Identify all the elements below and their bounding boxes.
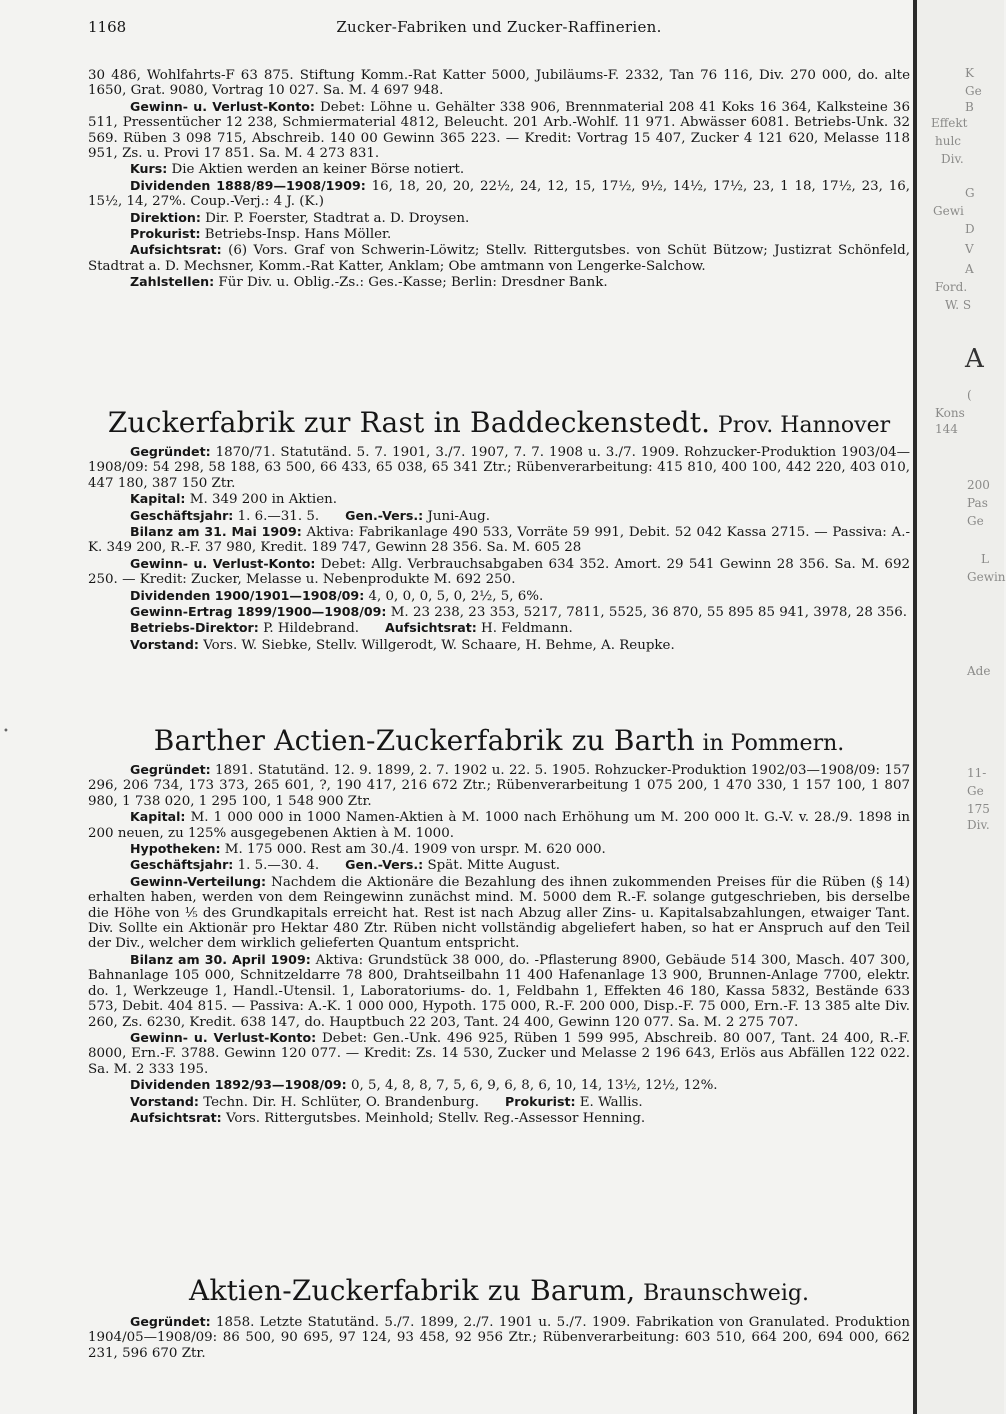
field-text: 4, 0, 0, 0, 5, 0, 2½, 5, 6%.	[368, 588, 544, 604]
entry-paragraph	[88, 178, 910, 210]
field-label: Prokurist:	[130, 226, 201, 242]
field-text: 1858. Letzte Statutänd. 5./7. 1899, 2./7. 1901 u. 5./7. 1909. Fabrikation von Granulated. Produktion 1904/05—1908/09: 86 500, 90 695, 97 124, 93 458, 92 956 Ztr.; Rübenverarbeitung: 603 510, 664 200, 694 000, 662 231, 596 670 Ztr.	[88, 1315, 910, 1361]
entry-paragraph	[88, 857, 910, 873]
field-text: M. 349 200 in Aktien.	[189, 492, 338, 508]
field-text: Dir. P. Foerster, Stadtrat a. D. Droysen.	[205, 210, 470, 226]
entry-paragraph	[88, 588, 910, 604]
entry-paragraph	[88, 444, 910, 491]
field-label: Aufsichtsrat:	[130, 242, 222, 258]
adjacent-page-fragment: W. S	[945, 298, 972, 312]
field-label: Gewinn- u. Verlust-Konto:	[130, 555, 316, 571]
adjacent-page-fragment: hulc	[935, 134, 962, 148]
field-label: Gewinn- u. Verlust-Konto:	[130, 98, 315, 114]
field-text: M. 1 000 000 in 1000 Namen-Aktien à M. 1000 nach Erhöhung um M. 200 000 lt. G.-V. v. 28./9. 1898 in 200 neuen, zu 125% ausgegebenen Aktien à M. 1000.	[88, 810, 910, 841]
field-label: Gen.-Vers.:	[345, 507, 424, 523]
field-label: Aufsichtsrat:	[385, 620, 477, 636]
field-label: Gegründet:	[130, 444, 211, 459]
field-label: Gegründet:	[130, 762, 211, 777]
adjacent-page-fragment: A	[965, 262, 974, 276]
adjacent-page-fragment: K	[965, 66, 974, 80]
field-text: E. Wallis.	[579, 1094, 643, 1110]
field-label: Geschäftsjahr:	[130, 857, 234, 873]
field-text: Debet: Löhne u. Gehälter 338 906, Brennmaterial 208 41 Koks 16 364, Kalksteine 36 511, Pressentücher 12 238, Schmiermaterial 4812, Beleucht. 201 Arb.-Wohlf. 11 971. Abwässer 6081. Betriebs-Unk. 32 569. Rüben 3 098 715, Abschreib. 140 00 Gewinn 365 223. — Kredit: Vortrag 15 407, Zucker 4 121 620, Melasse 118 951, Zs. u. Provi 17 851. Sa. M. 4 273 831.	[88, 99, 910, 162]
field-text: Die Aktien werden an keiner Börse notiert.	[171, 162, 465, 178]
field-label: Geschäftsjahr:	[130, 507, 234, 523]
company-entry	[88, 762, 910, 1126]
entry-paragraph	[88, 874, 910, 952]
adjacent-page-fragment: D	[965, 222, 975, 236]
field-label: Vorstand:	[130, 1093, 199, 1109]
margin-mark: •	[3, 726, 9, 737]
company-location: in Pommern.	[702, 731, 845, 756]
paragraph-text: 30 486, Wohlfahrts-F 63 875. Stiftung Komm.-Rat Katter 5000, Jubiläums-F. 2332, Tan 76 116, Div. 270 000, do. alte 1650, Grat. 9080, Vortrag 10 027. Sa. M. 4 697 948.	[88, 68, 910, 99]
adjacent-page-fragment: Ge	[965, 84, 982, 98]
adjacent-page-fragment: Ge	[967, 514, 984, 528]
adjacent-page-fragment: 200	[967, 478, 990, 492]
field-text: (6) Vors. Graf von Schwerin-Löwitz; Stellv. Rittergutsbes. von Schüt Bützow; Justizrat Schönfeld, Stadtrat a. D. Mechsner, Komm.-Rat Katter, Anklam; Obe amtmann von Lengerke-Salchow.	[88, 243, 910, 274]
field-label: Bilanz am 31. Mai 1909:	[130, 524, 302, 540]
adjacent-page-fragment: Pas	[967, 496, 988, 510]
field-text: H. Feldmann.	[481, 621, 573, 637]
adjacent-page-fragment: Kons	[935, 406, 965, 420]
main-column	[88, 18, 911, 1361]
entry-paragraph	[88, 161, 910, 177]
adjacent-page-fragment: 175	[967, 802, 990, 816]
field-text: Debet: Allg. Verbrauchsabgaben 634 352. Amort. 29 541 Gewinn 28 356. Sa. M. 692 250. — Kredit: Zucker, Melasse u. Nebenprodukte M. 692 250.	[88, 556, 910, 588]
field-label: Gewinn-Ertrag 1899/1900—1908/09:	[130, 604, 387, 620]
adjacent-page-fragment: Ford.	[935, 280, 968, 294]
entry-paragraph	[88, 556, 910, 588]
company-heading	[88, 724, 910, 757]
adjacent-page-fragment: (	[967, 388, 972, 402]
entry-paragraph	[88, 99, 910, 162]
entry-paragraph	[88, 637, 910, 653]
field-text: Debet: Gen.-Unk. 496 925, Rüben 1 599 995, Abschreib. 80 007, Tant. 24 400, R.-F. 8000, Ern.-F. 3788. Gewinn 120 077. — Kredit: Zs. 14 530, Zucker und Melasse 2 196 643, Erlös aus Abfällen 122 022. Sa. M. 2 333 195.	[88, 1030, 910, 1077]
field-label: Prokurist:	[505, 1093, 576, 1109]
field-text: Techn. Dir. H. Schlüter, O. Brandenburg.	[203, 1094, 479, 1110]
entry-paragraph	[88, 226, 910, 242]
field-label: Bilanz am 30. April 1909:	[130, 951, 311, 967]
adjacent-page-fragment: B	[965, 100, 974, 114]
field-label: Kurs:	[130, 161, 168, 177]
company-name: Aktien-Zuckerfabrik zu Barum,	[189, 1274, 636, 1307]
field-text: Vors. W. Siebke, Stellv. Willgerodt, W. Schaare, H. Behme, A. Reupke.	[203, 637, 675, 653]
field-label: Direktion:	[130, 209, 201, 225]
field-label: Kapital:	[130, 491, 186, 507]
field-label: Dividenden 1888/89—1908/1909:	[130, 177, 366, 193]
company-entry	[88, 444, 910, 653]
company-heading	[88, 1274, 910, 1307]
field-text: 1891. Statutänd. 12. 9. 1899, 2. 7. 1902 u. 22. 5. 1905. Rohzucker-Produktion 1902/03—1908/09: 157 296, 206 734, 173 373, 265 601, ?, 190 417, 216 672 Ztr.; Rübenverarbeitung 1 075 200, 1 470 330, 1 157 100, 1 807 980, 1 738 020, 1 295 100, 1 548 900 Ztr.	[88, 763, 910, 809]
entry-paragraph	[88, 68, 910, 99]
entry-paragraph	[88, 1077, 910, 1093]
adjacent-page-fragment: Div.	[967, 818, 990, 832]
field-label: Aufsichtsrat:	[130, 1109, 222, 1125]
field-text: Aktiva: Fabrikanlage 490 533, Vorräte 59 991, Debit. 52 042 Kassa 2715. — Passiva: A.-K. 349 200, R.-F. 37 980, Kredit. 189 747, Gewinn 28 356. Sa. M. 605 28	[88, 525, 910, 556]
field-text: Spät. Mitte August.	[427, 858, 561, 874]
entry-paragraph	[88, 1314, 910, 1361]
entry-paragraph	[88, 1110, 910, 1126]
adjacent-page-fragment: Ge	[967, 784, 984, 798]
field-label: Kapital:	[130, 809, 186, 825]
adjacent-page-fragment: V	[965, 242, 974, 256]
field-text: Nachdem die Aktionäre die Bezahlung des ihnen zukommenden Preises für die Rüben (§ 14) erhalten haben, werden von dem Reingewinn zunächst mind. M. 5000 dem R.-F. solange gutgeschrieben, bis derselbe die Höhe von ⅕ des Grundkapitals erreicht hat. Rest ist nach Abzug aller Zins- u. Kapitalsabzahlungen, etwaiger Tant. Div. Sollte ein Aktionär pro Hektar 480 Ztr. Rüben nicht vollständig abgeliefert haben, so hat er Anspruch auf den Teil der Div., welcher dem wirklich gelieferten Quantum entspricht.	[88, 874, 910, 952]
entry-paragraph	[88, 524, 910, 556]
entry-paragraph	[88, 1094, 910, 1110]
page-number: 1168	[88, 18, 127, 36]
field-text: Vors. Rittergutsbes. Meinhold; Stellv. Reg.-Assessor Henning.	[225, 1110, 646, 1126]
adjacent-page-fragment: L	[981, 552, 989, 566]
field-text: M. 175 000. Rest am 30./4. 1909 von urspr. M. 620 000.	[224, 842, 606, 858]
company-location: Braunschweig.	[643, 1281, 809, 1306]
section-continued-entry	[88, 68, 910, 291]
company-name: Barther Actien-Zuckerfabrik zu Barth	[153, 724, 695, 757]
entry-paragraph	[88, 604, 910, 620]
field-text: M. 23 238, 23 353, 5217, 7811, 5525, 36 870, 55 895 85 941, 3978, 28 356.	[390, 605, 907, 621]
running-title: Zucker-Fabriken und Zucker-Raffinerien.	[336, 18, 662, 36]
adjacent-page-fragment: 11-	[967, 766, 987, 780]
adjacent-page-fragment: Div.	[941, 152, 964, 166]
field-text: Für Div. u. Oblig.-Zs.: Ges.-Kasse; Berlin: Dresdner Bank.	[218, 275, 608, 291]
field-label: Gewinn-Verteilung:	[130, 873, 267, 889]
adjacent-page-fragment: Gewi	[933, 204, 964, 218]
field-text: Juni-Aug.	[427, 508, 491, 524]
adjacent-page-fragment: Effekt	[931, 116, 968, 130]
entry-paragraph	[88, 952, 910, 1030]
field-label: Gen.-Vers.:	[345, 857, 424, 873]
entry-paragraph	[88, 242, 910, 274]
entry-paragraph	[88, 1030, 910, 1077]
field-label: Gewinn- u. Verlust-Konto:	[130, 1029, 317, 1045]
field-text: 1. 6.—31. 5.	[237, 508, 320, 524]
entry-paragraph	[88, 620, 910, 636]
company-entry	[88, 1314, 910, 1361]
entry-paragraph	[88, 762, 910, 809]
field-label: Hypotheken:	[130, 841, 221, 857]
field-text: 1870/71. Statutänd. 5. 7. 1901, 3./7. 1907, 7. 7. 1908 u. 3./7. 1909. Rohzucker-Produktion 1903/04—1908/09: 54 298, 58 188, 63 500, 66 433, 65 038, 65 341 Ztr.; Rübenverarbeitung: 415 810, 400 100, 442 220, 403 010, 447 180, 387 150 Ztr.	[88, 445, 911, 491]
adjacent-page-fragment: Ade	[967, 664, 991, 678]
field-label: Vorstand:	[130, 636, 199, 652]
adjacent-page-fragment: A	[965, 344, 984, 374]
adjacent-page-fragment: Gewin	[967, 570, 1006, 584]
entry-paragraph	[88, 210, 910, 226]
adjacent-page-fragment: G	[965, 186, 975, 200]
adjacent-page-fragment: 144	[935, 422, 958, 436]
field-text: Betriebs-Insp. Hans Möller.	[204, 227, 392, 243]
company-location: Prov. Hannover	[717, 413, 891, 438]
entry-paragraph	[88, 841, 910, 857]
field-text: Aktiva: Grundstück 38 000, do. -Pflasterung 8900, Gebäude 514 300, Masch. 407 300, Bahnanlage 105 000, Schnitzeldarre 78 800, Drahtseilbahn 11 400 Hafenanlage 13 900, Brunnen-Anlage 7700, elektr. do. 1, Werkzeuge 1, Handl.-Utensil. 1, Laboratoriums- do. 1, Feldbahn 1, Effekten 46 180, Kassa 5832, Bestände 633 573, Debit. 404 815. — Passiva: A.-K. 1 000 000, Hypoth. 175 000, R.-F. 200 000, Disp.-F. 75 000, Ern.-F. 13 385 alte Div. 260, Zs. 6230, Kredit. 638 147, do. Hauptbuch 22 203, Tant. 24 400, Gewinn 120 077. Sa. M. 2 275 707.	[88, 952, 910, 1030]
field-text: 16, 18, 20, 20, 22½, 24, 12, 15, 17½, 9½, 14½, 17½, 23, 1 18, 17½, 23, 16, 15½, 14, 27%. Coup.-Verj.: 4 J. (K.)	[88, 178, 910, 210]
field-text: 0, 5, 4, 8, 8, 7, 5, 6, 9, 6, 8, 6, 10, 14, 13½, 12½, 12%.	[350, 1078, 718, 1094]
company-name: Zuckerfabrik zur Rast in Baddeckenstedt.	[107, 406, 711, 439]
field-label: Gegründet:	[130, 1314, 211, 1329]
field-label: Dividenden 1900/1901—1908/09:	[130, 587, 365, 603]
field-text: 1. 5.—30. 4.	[237, 858, 320, 874]
field-label: Dividenden 1892/93—1908/09:	[130, 1077, 347, 1093]
field-label: Zahlstellen:	[130, 274, 215, 290]
entry-paragraph	[88, 508, 910, 524]
adjacent-page-edge	[913, 0, 1004, 1414]
field-label: Betriebs-Direktor:	[130, 620, 259, 636]
running-header	[88, 18, 910, 44]
entry-paragraph	[88, 274, 910, 290]
entry-paragraph	[88, 491, 910, 507]
company-heading	[88, 406, 910, 439]
field-text: P. Hildebrand.	[263, 621, 360, 637]
entry-paragraph	[88, 809, 910, 841]
